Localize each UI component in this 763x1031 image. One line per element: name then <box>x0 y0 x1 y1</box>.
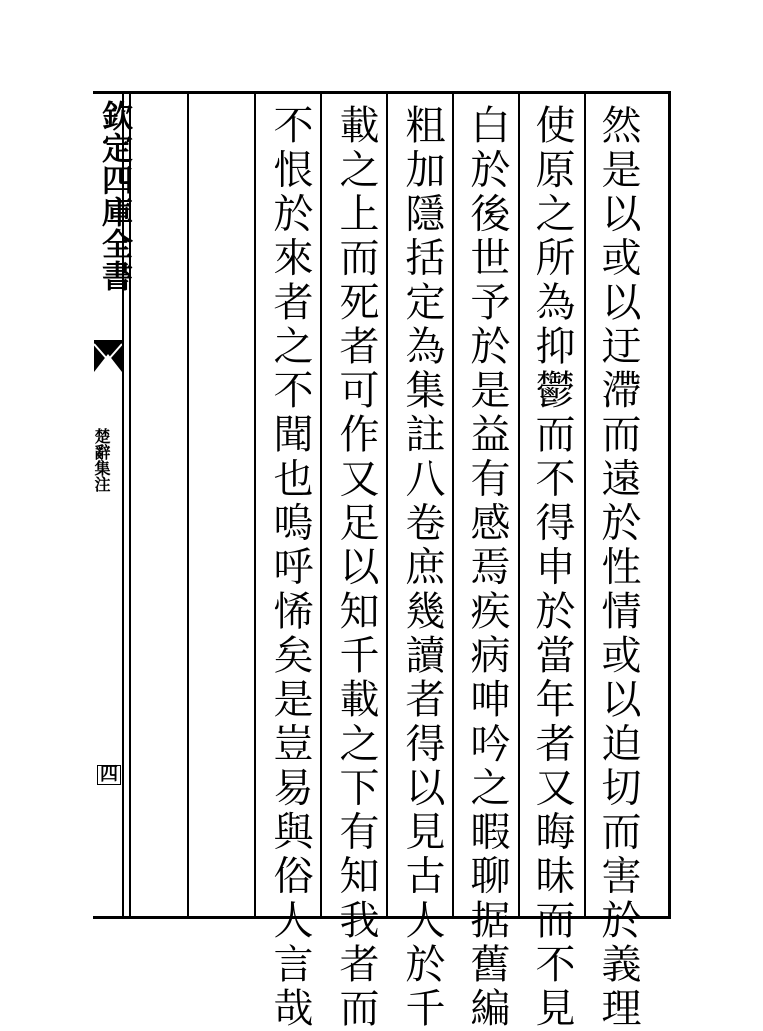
text-column: 粗加隱括定為集註八卷庶幾讀者得以見古人於千 <box>399 104 445 1031</box>
page-number: 四 <box>97 765 121 785</box>
sub-title: 楚辭集注 <box>92 428 111 492</box>
text-column: 然是以或以迂滯而遠於性情或以迫切而害於義理 <box>595 104 641 1031</box>
fishtail-mark-icon <box>94 340 122 372</box>
column-rule <box>320 94 322 916</box>
column-rule <box>254 94 256 916</box>
text-column: 不恨於來者之不聞也嗚呼悕矣是豈易與俗人言哉 <box>267 104 313 1031</box>
text-column: 白於後世予於是益有感焉疾病呻吟之暇聊据舊編 <box>464 104 510 1031</box>
column-rule <box>584 94 586 916</box>
column-rule <box>386 94 388 916</box>
column-rule <box>518 94 520 916</box>
column-rule <box>187 94 189 916</box>
book-title: 欽定四庫全書 <box>96 100 132 292</box>
text-column: 使原之所為抑鬱而不得申於當年者又晦昧而不見 <box>529 104 575 1031</box>
text-column: 載之上而死者可作又足以知千載之下有知我者而 <box>333 104 379 1031</box>
column-rule <box>452 94 454 916</box>
